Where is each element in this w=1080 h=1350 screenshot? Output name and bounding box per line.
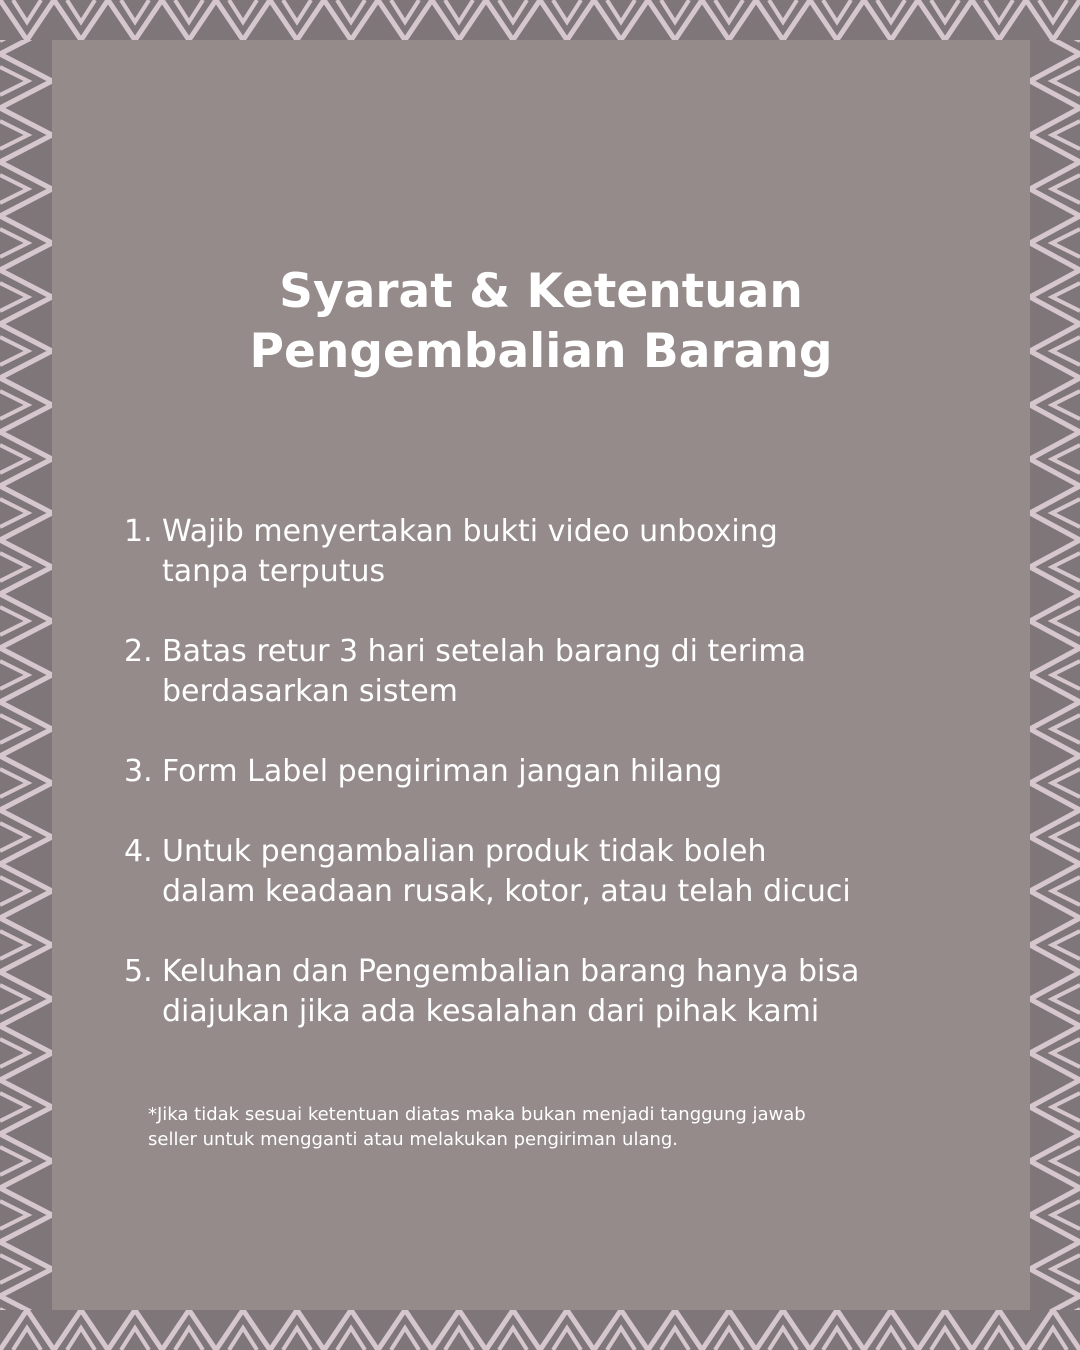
title-line-1: Syarat & Ketentuan <box>279 264 803 319</box>
rule-number-1: 1. <box>124 514 153 549</box>
note-line-2: seller untuk mengganti atau melakukan pengiriman ulang. <box>148 1129 679 1150</box>
rule-2-line-2: berdasarkan sistem <box>162 674 458 709</box>
rule-5-line-1: Keluhan dan Pengembalian barang hanya bisa <box>162 954 860 989</box>
rule-number-3: 3. <box>124 754 153 789</box>
rule-3-line-1: Form Label pengiriman jangan hilang <box>162 754 723 789</box>
return-rules-list <box>124 512 964 1072</box>
terms-title <box>52 262 1030 382</box>
rule-item-5 <box>124 952 964 1032</box>
title-line-2: Pengembalian Barang <box>249 324 833 379</box>
rule-2-line-1: Batas retur 3 hari setelah barang di terima <box>162 634 807 669</box>
rule-item-1 <box>124 512 964 592</box>
disclaimer-note <box>148 1102 948 1152</box>
terms-panel <box>52 40 1030 1310</box>
rule-1-line-2: tanpa terputus <box>162 554 386 589</box>
note-line-1: *Jika tidak sesuai ketentuan diatas maka bukan menjadi tanggung jawab <box>148 1104 806 1125</box>
rule-item-2 <box>124 632 964 712</box>
rule-item-4 <box>124 832 964 912</box>
rule-4-line-2: dalam keadaan rusak, kotor, atau telah dicuci <box>162 874 851 909</box>
rule-number-2: 2. <box>124 634 153 669</box>
rule-number-5: 5. <box>124 954 153 989</box>
rule-1-line-1: Wajib menyertakan bukti video unboxing <box>162 514 778 549</box>
rule-5-line-2: diajukan jika ada kesalahan dari pihak kami <box>162 994 820 1029</box>
rule-4-line-1: Untuk pengambalian produk tidak boleh <box>162 834 767 869</box>
rule-number-4: 4. <box>124 834 153 869</box>
rule-item-3 <box>124 752 964 792</box>
